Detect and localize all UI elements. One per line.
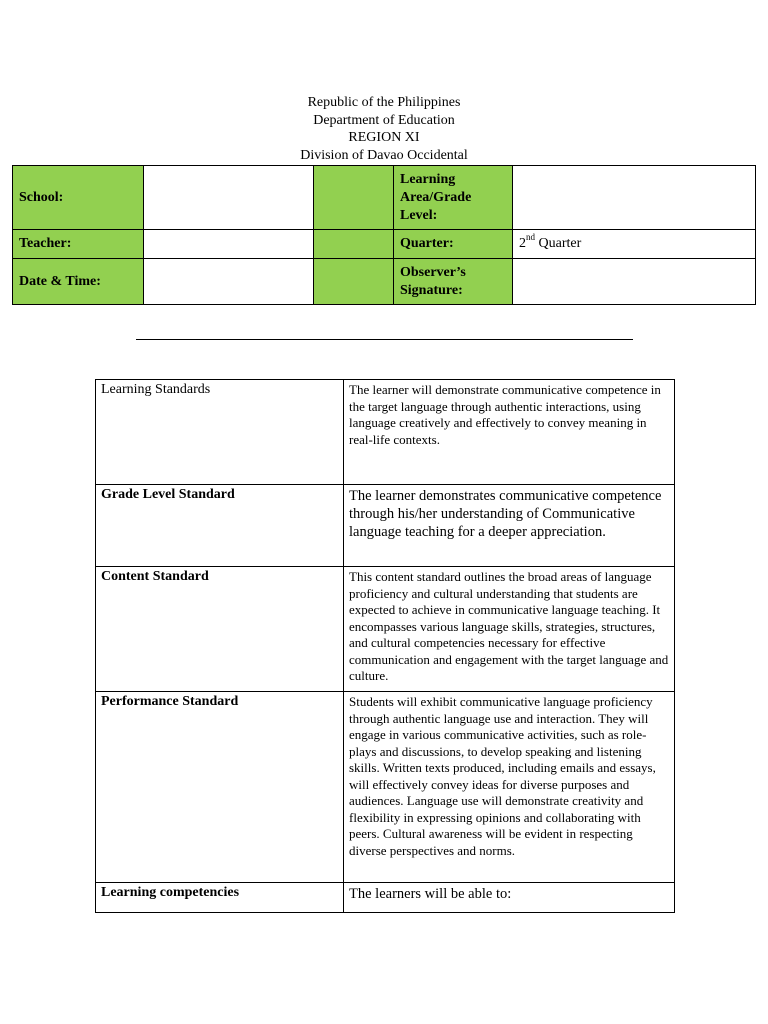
- learning-competencies-text: The learners will be able to:: [344, 883, 675, 913]
- horizontal-rule: [136, 339, 633, 340]
- date-time-label: Date & Time:: [13, 259, 144, 305]
- quarter-label: Quarter:: [394, 230, 513, 259]
- teacher-field[interactable]: [144, 230, 314, 259]
- grade-level-standard-label: Grade Level Standard: [96, 485, 344, 567]
- table-row: [96, 380, 675, 485]
- performance-standard-label: Performance Standard: [96, 692, 344, 883]
- observer-signature-field[interactable]: [513, 259, 756, 305]
- learning-area-label: Learning Area/Grade Level:: [394, 166, 513, 230]
- observer-signature-label: Observer’s Signature:: [394, 259, 513, 305]
- content-standard-label: Content Standard: [96, 567, 344, 692]
- standards-table: [95, 379, 675, 913]
- teacher-label: Teacher:: [13, 230, 144, 259]
- grade-level-standard-text: The learner demonstrates communicative competence through his/her understanding of Communicative language teaching for a deeper appreciation.: [344, 485, 675, 567]
- performance-standard-text: Students will exhibit communicative language proficiency through authentic language use and interaction. They will engage in various communicative activities, such as role-plays and discussions, to develop speaking and listening skills. Written texts produced, including emails and essays, will effectively convey ideas for diverse purposes and audiences. Language use will demonstrate creativity and flexibility in expressing opinions and collaborating with peers. Cultural awareness will be evident in respecting diverse perspectives and norms.: [344, 692, 675, 883]
- document-header: [0, 94, 768, 164]
- learning-competencies-label: Learning competencies: [96, 883, 344, 913]
- content-standard-text: This content standard outlines the broad areas of language proficiency and cultural understanding that students are expected to achieve in communicative language teaching. It encompasses various language skills, strategies, structures, and cultural competencies necessary for effective communication and engagement with the target language and culture.: [344, 567, 675, 692]
- info-table: [12, 165, 756, 305]
- green-spacer-cell: [314, 166, 394, 230]
- school-field[interactable]: [144, 166, 314, 230]
- quarter-number: 2: [519, 236, 526, 251]
- table-row: [96, 883, 675, 913]
- learning-area-field[interactable]: [513, 166, 756, 230]
- quarter-word: Quarter: [535, 236, 582, 251]
- learning-standards-label: Learning Standards: [96, 380, 344, 485]
- header-region: REGION XI: [348, 130, 420, 145]
- green-spacer-cell: [314, 259, 394, 305]
- table-row: [96, 485, 675, 567]
- school-label: School:: [13, 166, 144, 230]
- quarter-field[interactable]: [513, 230, 756, 259]
- green-spacer-cell: [314, 230, 394, 259]
- learning-standards-text: The learner will demonstrate communicative competence in the target language through authentic interactions, using language creatively and effectively to convey meaning in real-life contexts.: [344, 380, 675, 485]
- header-country: Republic of the Philippines: [307, 95, 461, 110]
- date-time-field[interactable]: [144, 259, 314, 305]
- table-row: [96, 567, 675, 692]
- quarter-ordinal: nd: [526, 232, 535, 243]
- header-division: Division of Davao Occidental: [300, 147, 468, 163]
- header-department: Department of Education: [313, 112, 455, 128]
- table-row: [96, 692, 675, 883]
